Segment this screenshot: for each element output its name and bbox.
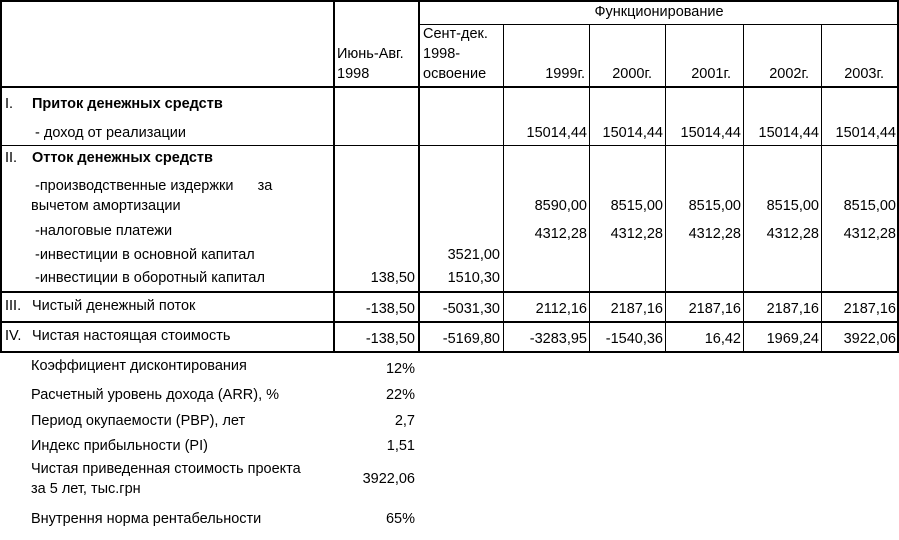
cell-value: 15014,44 [602, 125, 663, 141]
summary-value: 3922,06 [362, 471, 415, 487]
table-border-top [0, 0, 899, 2]
row-label-production-costs-line1: -производственные издержки за [35, 178, 273, 194]
summary-value: 22% [385, 387, 415, 403]
header-bottom-border [0, 86, 899, 88]
row-label-inflow: Приток денежных средств [32, 96, 223, 112]
cell-value: 1969,24 [766, 331, 819, 347]
cell-value: -1540,36 [605, 331, 663, 347]
cell-value: 15014,44 [680, 125, 741, 141]
table-border-bottom [0, 351, 899, 353]
header-col-jun-aug-line2: 1998 [337, 66, 370, 82]
row-number: I. [5, 96, 14, 112]
cell-value: 2187,16 [766, 301, 819, 317]
header-group-label: Функционирование [594, 4, 724, 20]
cell-value: 4312,28 [766, 226, 819, 242]
cell-value: 8515,00 [766, 198, 819, 214]
cell-value: 1510,30 [447, 270, 500, 286]
summary-label-irr: Внутрення норма рентабельности [31, 511, 262, 527]
row-label-outflow: Отток денежных средств [32, 150, 213, 166]
summary-label-npv-line2: за 5 лет, тыс.грн [31, 481, 141, 497]
header-year-2001: 2001г. [691, 66, 731, 82]
header-col-sep-dec-line2: 1998- [423, 46, 461, 62]
section-divider [0, 321, 899, 323]
cell-value: 2187,16 [688, 301, 741, 317]
row-label-production-costs-line2: вычетом амортизации [31, 198, 181, 214]
summary-label-npv-line1: Чистая приведенная стоимость проекта [31, 461, 301, 477]
cell-value: 4312,28 [843, 226, 896, 242]
summary-label-discount-rate: Коэффициент дисконтирования [31, 358, 247, 374]
cell-value: 8515,00 [843, 198, 896, 214]
header-year-1999: 1999г. [545, 66, 585, 82]
header-year-2000: 2000г. [612, 66, 652, 82]
row-label-revenue: - доход от реализации [31, 125, 186, 141]
row-number: III. [5, 298, 22, 314]
summary-label-pi: Индекс прибыльности (PI) [31, 438, 208, 454]
cell-value: 8590,00 [534, 198, 587, 214]
section-divider [0, 145, 899, 146]
cell-value: 2187,16 [610, 301, 663, 317]
header-col-sep-dec-line3: освоение [423, 66, 487, 82]
row-label-fixed-capital: -инвестиции в основной капитал [35, 247, 255, 263]
cell-value: 2112,16 [535, 301, 587, 317]
row-label-net-cash-flow: Чистый денежный поток [32, 298, 196, 314]
cell-value: 138,50 [370, 270, 415, 286]
header-year-2002: 2002г. [769, 66, 809, 82]
cell-value: 15014,44 [835, 125, 896, 141]
cell-value: -5169,80 [442, 331, 500, 347]
header-col-sep-dec-line1: Сент-дек. [423, 26, 488, 42]
cell-value: -5031,30 [442, 301, 500, 317]
row-label-working-capital: -инвестиции в оборотный капитал [35, 270, 265, 286]
row-number: II. [5, 150, 18, 166]
summary-label-arr: Расчетный уровень дохода (ARR), % [31, 387, 280, 403]
row-label-tax: -налоговые платежи [35, 223, 173, 239]
cell-value: 2187,16 [843, 301, 896, 317]
summary-value: 1,51 [386, 438, 415, 454]
cell-value: 8515,00 [688, 198, 741, 214]
row-label-npv: Чистая настоящая стоимость [32, 328, 231, 344]
row-number: IV. [5, 328, 22, 344]
header-group-underline [419, 24, 899, 25]
cell-value: 3521,00 [447, 247, 500, 263]
summary-value: 65% [385, 511, 415, 527]
summary-label-pbp: Период окупаемости (PBP), лет [31, 413, 246, 429]
cell-value: 3922,06 [843, 331, 896, 347]
cell-value: -138,50 [365, 331, 415, 347]
cell-value: 8515,00 [610, 198, 663, 214]
header-col-jun-aug-line1: Июнь-Авг. [337, 46, 404, 62]
cell-value: 4312,28 [688, 226, 741, 242]
cell-value: 15014,44 [526, 125, 587, 141]
summary-value: 2,7 [394, 413, 415, 429]
cell-value: 4312,28 [610, 226, 663, 242]
cell-value: -3283,95 [529, 331, 587, 347]
header-year-2003: 2003г. [844, 66, 884, 82]
section-divider [0, 291, 899, 293]
cell-value: -138,50 [365, 301, 415, 317]
cell-value: 4312,28 [534, 226, 587, 242]
cell-value: 15014,44 [758, 125, 819, 141]
cell-value: 16,42 [704, 331, 741, 347]
summary-value: 12% [385, 361, 415, 377]
table-border-left [0, 0, 2, 353]
